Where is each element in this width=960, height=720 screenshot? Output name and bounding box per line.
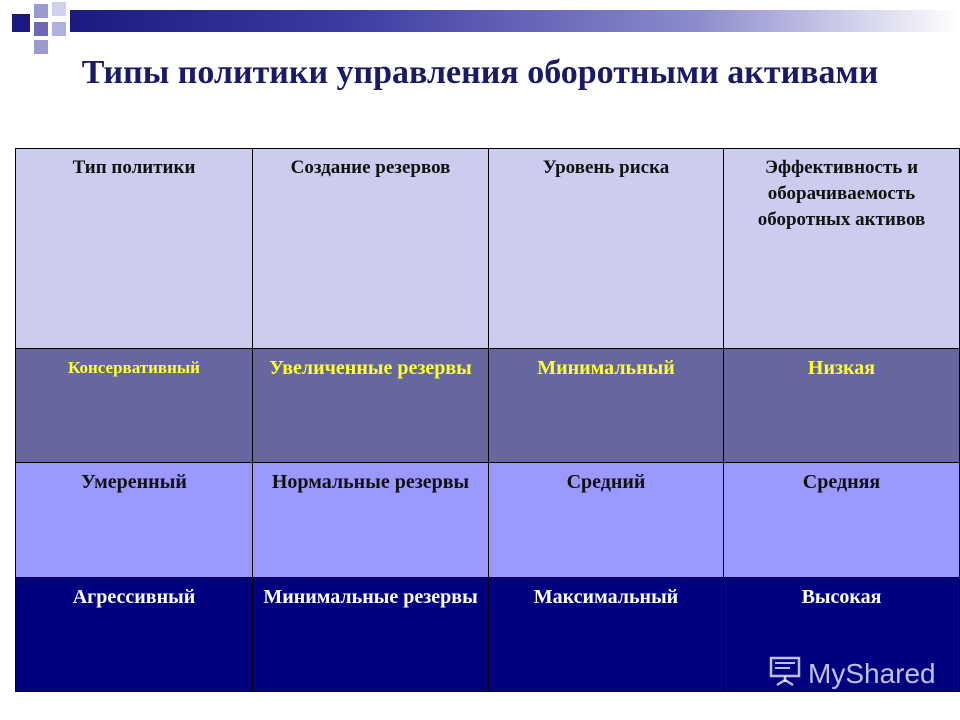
watermark [768, 656, 936, 692]
table-cell: Минимальные резервы [253, 578, 489, 692]
decor-square [34, 22, 48, 36]
decor-square [12, 14, 30, 32]
table-cell: Высокая [724, 578, 960, 692]
table-cell: Агрессивный [16, 578, 253, 692]
decor-square [34, 40, 48, 54]
presentation-board-icon [768, 654, 802, 695]
table-cell: Средняя [724, 463, 960, 578]
table-cell: Умеренный [16, 463, 253, 578]
column-header: Тип политики [16, 149, 253, 349]
table-cell: Нормальные резервы [253, 463, 489, 578]
table-cell: Минимальный [489, 349, 724, 463]
table-header-row [16, 149, 960, 349]
column-header: Создание резервов [253, 149, 489, 349]
decor-square [34, 4, 48, 18]
table-row [16, 349, 960, 463]
decor-square [52, 22, 66, 36]
table-cell: Низкая [724, 349, 960, 463]
table-cell: Увеличенные резервы [253, 349, 489, 463]
slide-decoration [0, 0, 960, 60]
table-cell: Консервативный [16, 349, 253, 463]
table-row [16, 463, 960, 578]
decor-gradient-bar [70, 10, 960, 32]
table-cell: Максимальный [489, 578, 724, 692]
table-cell: Средний [489, 463, 724, 578]
slide-title: Типы политики управления оборотными активами [81, 54, 879, 91]
column-header: Эффективность и оборачиваемость оборотных активов [724, 149, 960, 349]
column-header: Уровень риска [489, 149, 724, 349]
policy-table [15, 148, 960, 692]
watermark-text: MyShared [808, 658, 936, 689]
decor-square [52, 2, 66, 16]
